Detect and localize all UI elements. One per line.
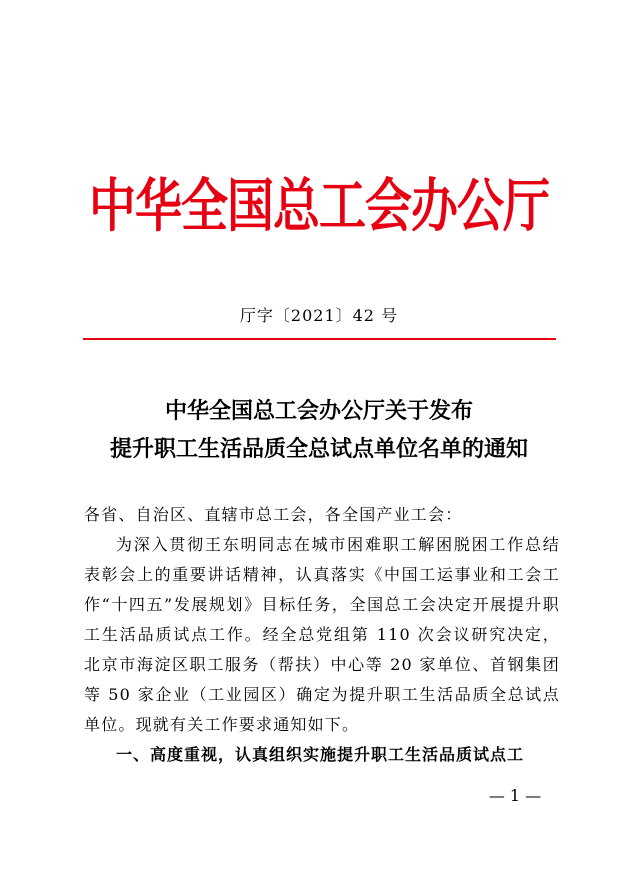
- document-title: [0, 393, 638, 469]
- red-divider-rule: [83, 338, 556, 340]
- page-number: — 1 —: [488, 786, 542, 805]
- document-number: 厅字〔2021〕42 号: [239, 306, 399, 325]
- title-line-2: 提升职工生活品质全总试点单位名单的通知: [109, 437, 528, 462]
- title-line-1: 中华全国总工会办公厅关于发布: [164, 399, 473, 424]
- salutation: 各省、自治区、直辖市总工会，各全国产业工会：: [84, 505, 463, 524]
- body-paragraph: 为深入贯彻王东明同志在城市困难职工解困脱困工作总结表彰会上的重要讲话精神，认真落实《中国工运事业和工会工作“十四五”发展规划》目标任务，全国总工会决定开展提升职工生活品质试点工作。经全总党组第 110 次会议研究决定，北京市海淀区职工服务（帮扶）中心等 20 家单位、首钢集团等 50 家企业（工业园区）确定为提升职工生活品质全总试点单位。现就有关工作要求通知如下。: [84, 535, 560, 734]
- section-heading: 一、高度重视，认真组织实施提升职工生活品质试点工: [116, 745, 525, 764]
- masthead-organization: 中华全国总工会办公厅: [89, 172, 549, 240]
- document-body: [84, 500, 560, 770]
